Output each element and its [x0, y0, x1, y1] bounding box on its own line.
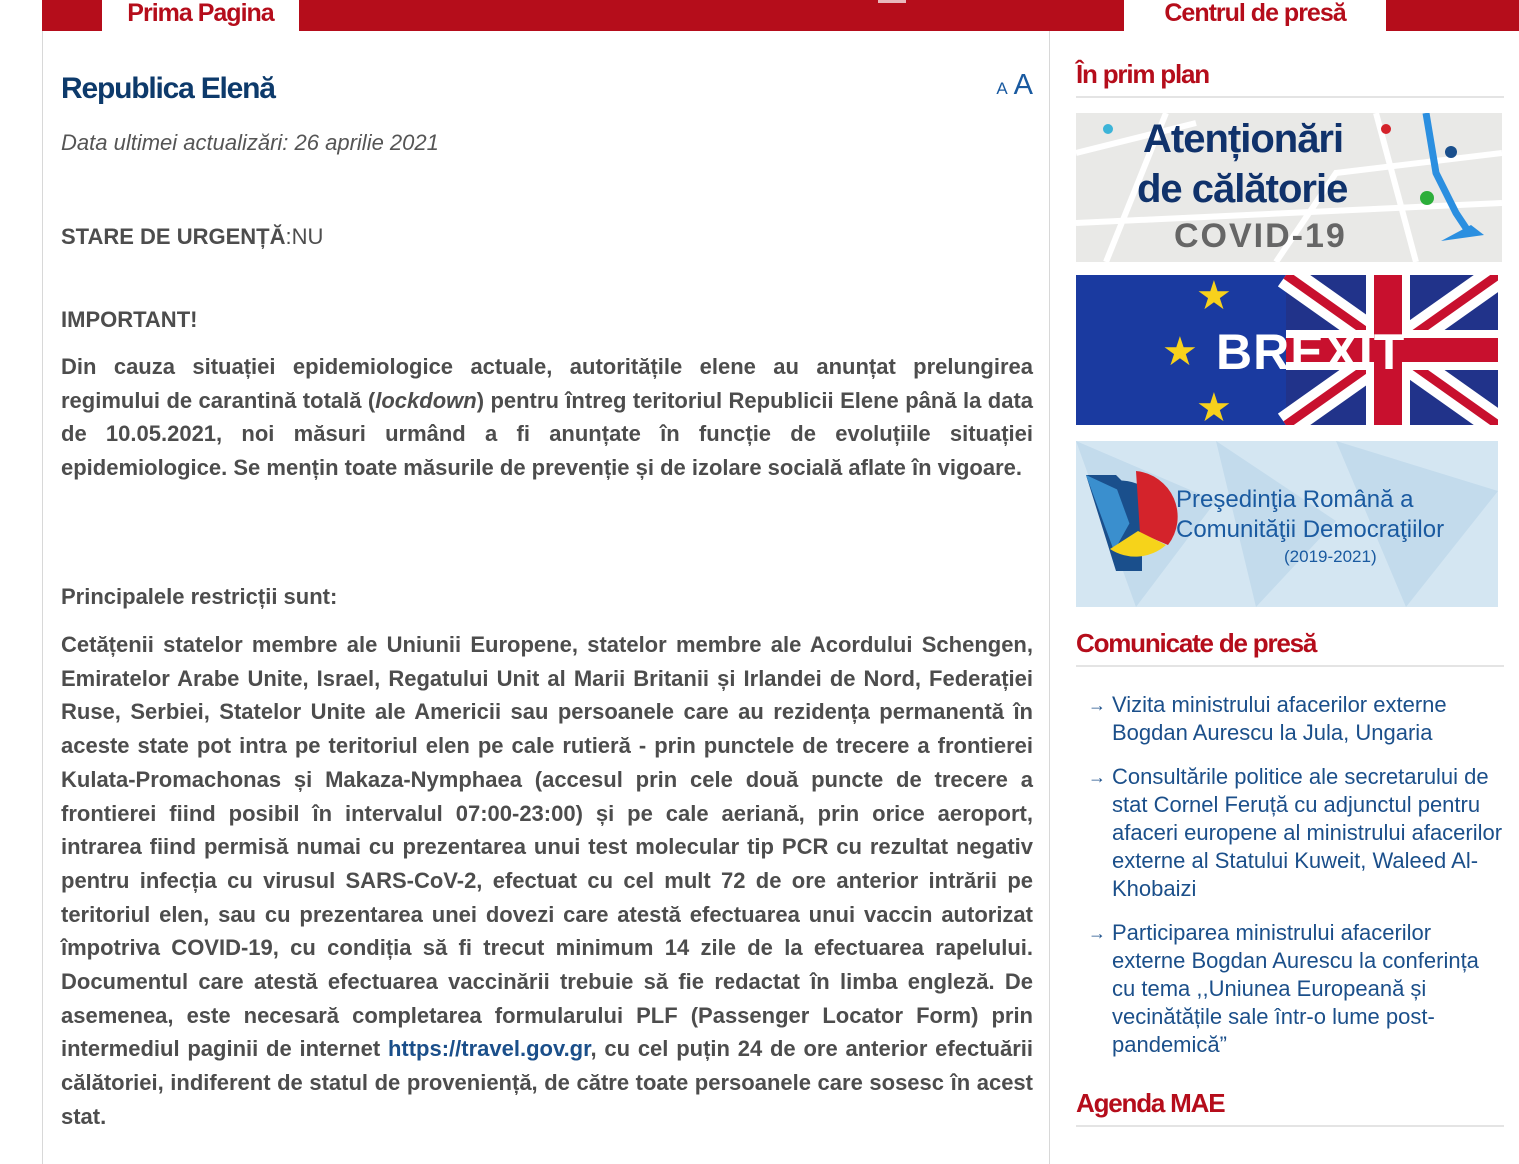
- nav-indicator: [878, 0, 906, 3]
- article-column: [42, 31, 1050, 1164]
- press-release-title[interactable]: Participarea ministrului afacerilor externe Bogdan Aurescu la conferința cu tema ,,Uniunea Europeană și vecinătățile sale într-o lume post-pandemică”: [1112, 920, 1479, 1057]
- emergency-value: :NU: [285, 224, 324, 249]
- important-heading: IMPORTANT!: [61, 307, 198, 332]
- svg-text:★: ★: [1196, 385, 1232, 425]
- nav-tab-press-center[interactable]: Centrul de presă: [1124, 0, 1386, 31]
- press-release-title[interactable]: Vizita ministrului afacerilor externe Bogdan Aurescu la Jula, Ungaria: [1112, 692, 1447, 745]
- brexit-banner-text: BREXIT: [1216, 324, 1406, 380]
- press-releases-heading: Comunicate de presă: [1076, 628, 1504, 667]
- font-decrease-button[interactable]: A: [996, 79, 1008, 98]
- press-release-item[interactable]: [1084, 691, 1504, 747]
- restrictions-text-start: Cetățenii statelor membre ale Uniunii Europene, statelor membre ale Acordului Schengen, Emiratelor Arabe Unite, Israel, Regatului Unit al Marii Britanii și Irlandei de Nord, Federației Ruse, Serbiei, Statelor Unite ale Americii sau persoanele care au rezidența permanentă în aceste state pot intra pe teritoriul elen pe cale rutieră - prin punctele de trecere a frontierei Kulata-Promachonas și Makaza-Nymphaea (accesul prin cele două puncte de trecere a frontierei fiind posibil în intervalul 07:00-23:00) și pe cale aeriană, prin orice aeroport, intrarea fiind permisă numai cu prezentarea unui test molecular tip PCR cu rezultat negativ pentru infecția cu virusul SARS-CoV-2, efectuat cu cel mult 72 de ore anterior intrării pe teritoriul elen, sau cu prezentarea unei dovezi care atestă efectuarea unui vaccin autorizat împotriva COVID-19, cu condiția să fi trecut minimum 14 zile de la efectuarea rapelului. Documentul care atestă efectuarea vaccinării trebuie să fie redactat în limba engleză. De asemenea, este necesară completarea formularului PLF (Passenger Locator Form) prin intermediul paginii de internet: [61, 632, 1033, 1062]
- last-updated: Data ultimei actualizări: 26 aprilie 2021: [61, 130, 439, 155]
- lockdown-text-start: Din cauza situației epidemiologice actuale, autoritățile elene au anunțat prelungirea regimului de carantină totală (: [61, 354, 1033, 413]
- community-of-democracies-banner[interactable]: [1076, 441, 1498, 607]
- press-release-item[interactable]: [1084, 763, 1504, 903]
- arrow-right-icon: →: [1088, 695, 1106, 715]
- press-release-item[interactable]: [1084, 919, 1504, 1059]
- press-release-title[interactable]: Consultările politice ale secretarului de stat Cornel Feruță cu adjunctul pentru afaceri europene al ministrului afacerilor externe al Statului Kuweit, Waleed Al-Khobaizi: [1112, 764, 1503, 901]
- restrictions-paragraph: [61, 628, 1033, 1134]
- nav-tab-home[interactable]: Prima Pagina: [102, 0, 299, 31]
- arrow-right-icon: →: [1088, 923, 1106, 943]
- in-focus-heading: În prim plan: [1076, 59, 1504, 98]
- emergency-label: STARE DE URGENȚĂ: [61, 224, 286, 249]
- covid-banner-line1: Atenționări: [1143, 117, 1344, 161]
- presidency-banner-line3: (2019-2021): [1284, 547, 1377, 566]
- agenda-heading: Agenda MAE: [1076, 1088, 1504, 1127]
- restrictions-heading: Principalele restricții sunt:: [61, 584, 338, 609]
- page-title: Republica Elenă: [61, 72, 275, 105]
- travel-gov-link[interactable]: https://travel.gov.gr: [387, 1036, 591, 1062]
- restrictions-text-end: , cu cel puțin 24 de ore anterior efectuării călătoriei, indiferent de statul de proveniență, de către toate persoanele care sosesc în acest stat.: [61, 1036, 1033, 1129]
- covid-travel-alerts-banner[interactable]: [1076, 113, 1502, 262]
- press-releases-list: [1084, 691, 1504, 1075]
- presidency-banner-line1: Preşedinţia Română a: [1176, 486, 1414, 513]
- lockdown-paragraph: [61, 350, 1033, 485]
- emergency-status: [61, 224, 323, 250]
- top-nav-bar: [42, 0, 1519, 31]
- font-size-controls: [996, 69, 1033, 102]
- font-increase-button[interactable]: A: [1013, 69, 1033, 101]
- covid-banner-line2: de călătorie: [1137, 167, 1348, 211]
- covid-banner-line3: COVID-19: [1174, 217, 1347, 255]
- lockdown-text-end: ) pentru întreg teritoriul Republicii Elene până la data de 10.05.2021, noi măsuri urmând a fi anunțate în funcție de evoluțiile situației epidemiologice. Se mențin toate măsurile de prevenție și de izolare socială aflate în vigoare.: [61, 387, 1033, 481]
- lockdown-italic: lockdown: [375, 387, 477, 413]
- brexit-banner[interactable]: [1076, 275, 1498, 425]
- arrow-right-icon: →: [1088, 767, 1106, 787]
- svg-text:★: ★: [1162, 329, 1198, 375]
- presidency-banner-line2: Comunităţii Democraţiilor: [1176, 516, 1445, 543]
- svg-text:★: ★: [1196, 275, 1232, 319]
